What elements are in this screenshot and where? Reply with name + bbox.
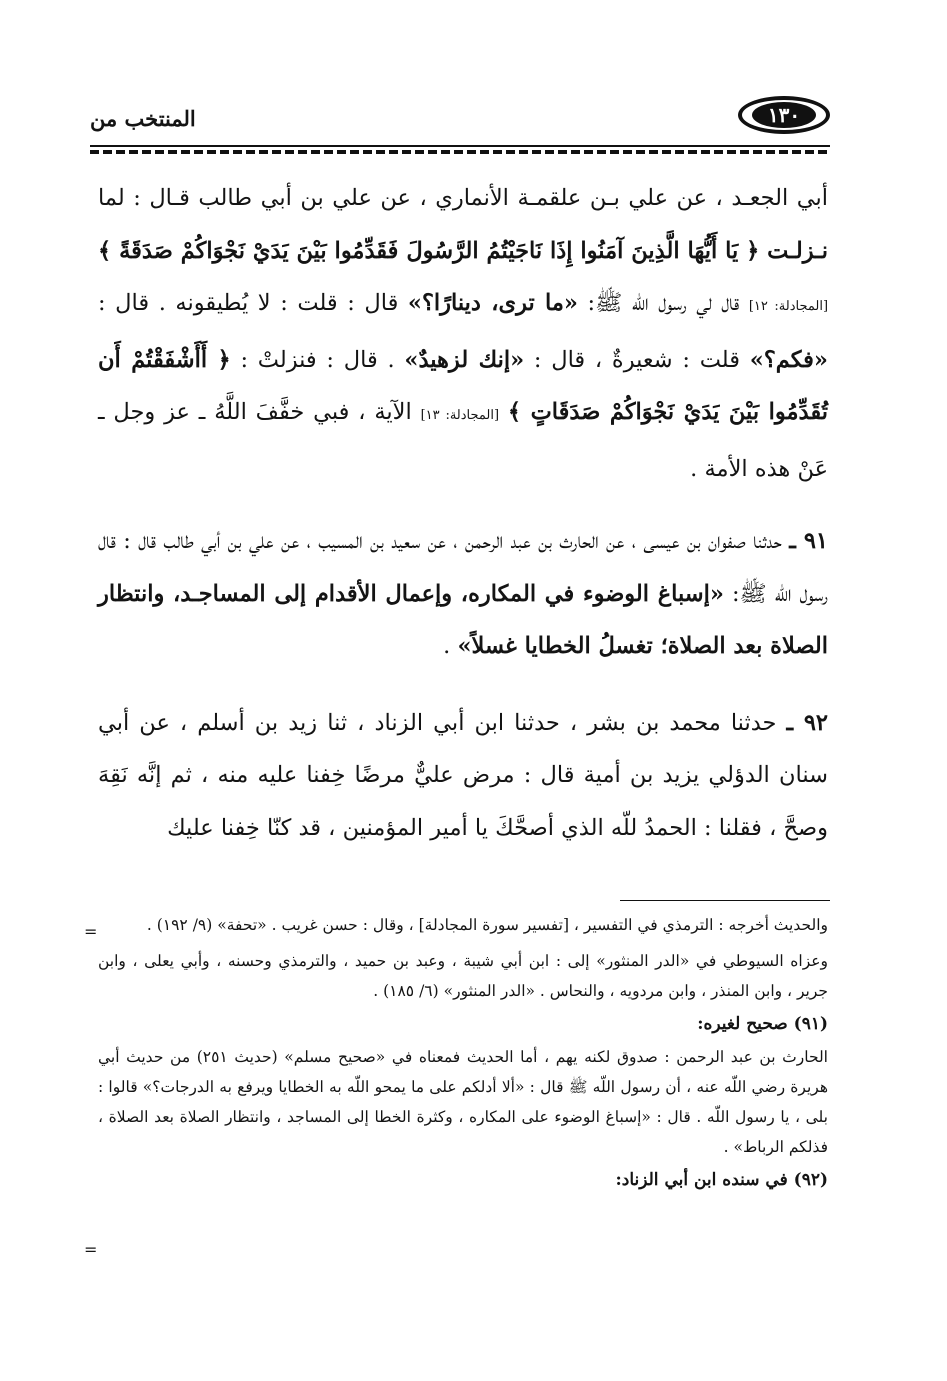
- footnotes: [98, 910, 828, 1195]
- footnote-heading: (٩١) صحيح لغيره:: [697, 1014, 828, 1034]
- verse-reference: [المجادلة: ١٢]: [748, 299, 829, 314]
- continuation-mark: =: [84, 922, 98, 941]
- hadith-quote: «فكم؟»: [749, 346, 828, 373]
- text-segment: الآية ، فبي خفَّفَ اللَّهُ ـ عز وجل ـ عَنْ هذه الأمة .: [98, 399, 828, 482]
- text-segment: قال :: [98, 290, 150, 316]
- text-line: أبي الجعـد ، عن علي بـن علقمـة الأنماري ، عن علي بن أبي طالب قـال : لما: [98, 185, 828, 211]
- footnote-text: والحديث أخرجه : الترمذي في التفسير ، [تفسير سورة المجادلة] ، وقال : حسن غريب . «تحفة» (٩/ ١٩٢) .: [146, 916, 828, 934]
- page-number-badge: [738, 96, 830, 134]
- page-header: [90, 92, 830, 142]
- page-number: ١٣٠: [752, 102, 816, 128]
- quran-verse: ﴿ أَأَشْفَقْتُمْ أَن تُقَدِّمُوا بَيْنَ يَدَيْ نَجْوَاكُمْ صَدَقَاتٍ ﴾: [98, 346, 828, 425]
- footnote-heading: (٩٢) في سنده ابن أبي الزناد:: [615, 1170, 828, 1190]
- hadith-number: ٩١ ـ: [789, 528, 828, 554]
- hadith-quote: «ما ترى، دينارًا؟»: [407, 290, 578, 316]
- continuation-mark: =: [84, 1240, 98, 1259]
- main-text: [98, 172, 828, 854]
- text-segment: قلت : شعيرةٌ ، قال :: [533, 346, 741, 373]
- footnote-text: الحارث بن عبد الرحمن : صدوق لكنه يهم ، أما الحديث فمعناه في «صحيح مسلم» (حديث ٢٥١) من حديث أبي هريرة رضي اللّه عنه ، أن رسول اللّه ﷺ قال : «ألا أدلكم على ما يمحو اللّه به الخطايا ويرفع به الدرجات؟» قالوا : بلى ، يا رسول اللّه . قال : «إسباغ الوضوء على المكاره ، وكثرة الخطا إلى المساجد ، وانتظار الصلاة بعد الصلاة ، فذلكم الرباط» .: [98, 1048, 828, 1156]
- hadith-chain: حدثنا محمد بن بشر ، حدثنا ابن أبي الزناد ، ثنا زيد بن أسلم ، عن أبي سنان الدؤلي يزيد بن أمية قال : مرض عليٌّ مرضًا خِفنا عليه منه ، ثم إنَّه نَقِهَ وصحَّ ، فقلنا : الحمدُ للّه الذي أصحَّكَ يا أمير المؤمنين ، قد كنّا خِفنا عليك: [98, 709, 828, 841]
- hadith-quote: «إسباغ الوضوء في المكاره، وإعمال الأقدام إلى المساجـد، وانتظار الصلاة بعد الصلاة؛ تغسلُ الخطايا غسلاً»: [98, 580, 828, 659]
- paragraph-continued: [98, 172, 828, 495]
- text-segment: قال لي رسول اللّه ﷺ:: [587, 290, 740, 316]
- text-segment: قال : قلت : لا يُطيقونه .: [158, 290, 399, 316]
- header-divider: [90, 145, 830, 156]
- text-segment: .: [443, 633, 451, 659]
- verse-reference: [المجادلة: ١٣]: [420, 408, 500, 423]
- hadith-91: [98, 515, 828, 673]
- running-title: المنتخب من: [90, 106, 196, 131]
- text-segment: . قال : فنزلتْ :: [240, 346, 395, 373]
- hadith-chain: حدثنا صفوان بن عيسى ، عن الحارث بن عبد الرحمن ، عن سعيد بن المسيب ، عن علي بن أبي طالب قال : قال رسول اللّه ﷺ:: [98, 528, 829, 607]
- quran-verse: نـزلـت ﴿ يَا أَيُّهَا الَّذِينَ آمَنُوا إِذَا نَاجَيْتُمُ الرَّسُولَ فَقَدِّمُوا بَيْنَ يَدَيْ نَجْوَاكُمْ صَدَقَةً ﴾: [98, 237, 828, 264]
- footnote-text: وعزاه السيوطي في «الدر المنثور» إلى : ابن أبي شيبة ، وعبد بن حميد ، والترمذي وحسنه ، وأبي يعلى ، وابن جرير ، وابن المنذر ، وابن مردويه ، والنحاس . «الدر المنثور» (٦/ ١٨٥) .: [98, 952, 828, 1000]
- hadith-quote: «إنك لزهيدٌ»: [404, 346, 525, 373]
- hadith-number: ٩٢ ـ: [786, 709, 828, 736]
- hadith-92: [98, 697, 828, 855]
- footnote-divider: [620, 900, 830, 901]
